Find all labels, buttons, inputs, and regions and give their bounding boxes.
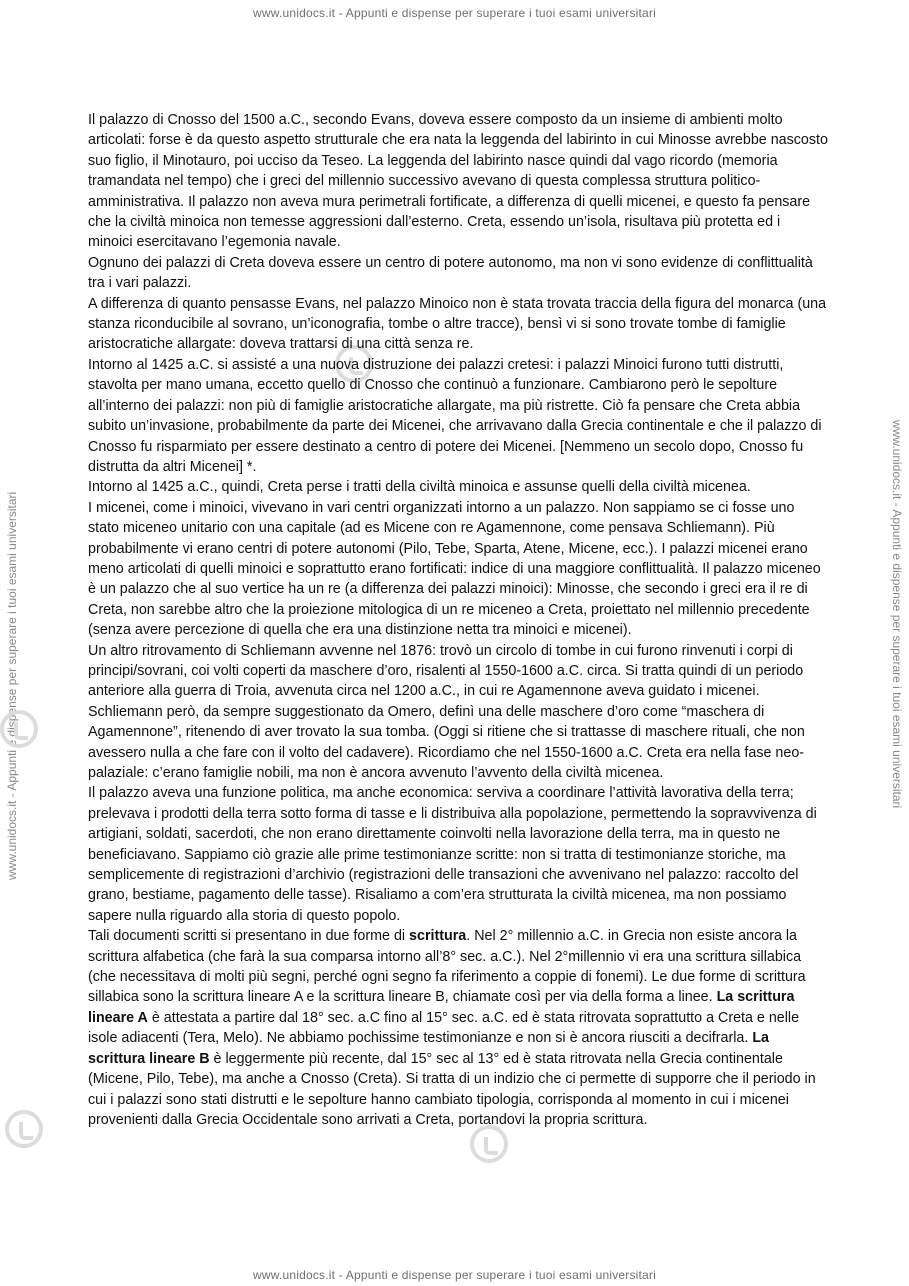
paragraph: Intorno al 1425 a.C., quindi, Creta perse i tratti della civiltà minoica e assunse quelli della civiltà micenea. — [88, 479, 751, 496]
watermark-logo-icon — [470, 1125, 508, 1163]
paragraph: A differenza di quanto pensasse Evans, nel palazzo Minoico non è stata trovata traccia della figura del monarca (una stanza riconducibile al sovrano, un’iconografia, tombe o altre tracce), bensì vi si sono trovate tombe di famiglie aristocratiche allargate: doveva trattarsi di una città senza re. — [88, 295, 827, 353]
paragraph: Il palazzo aveva una funzione politica, ma anche economica: serviva a coordinare l’attività lavorativa della terra; prelevava i prodotti della terra sotto forma di tasse e li distribuiva alla popolazione, permettendo la sopravvivenza di artigiani, soldati, sacerdoti, che non erano direttamente coinvolti nella lavorazione della terra, ma in questo ne beneficiavano. Sappiamo ciò grazie alle prime testimonianze scritte: non si tratta di testimonianze storiche, ma semplicemente di registrazioni d’archivio (registrazioni delle transazioni che avvenivano nel palazzo: raccolto del grano, bestiame, pagamento delle tasse). Risaliamo a com’era strutturata la civiltà micenea, ma non possiamo sapere nulla riguardo alla storia di questo popolo. — [88, 785, 817, 924]
bold-term: La scrittura lineare A — [88, 989, 795, 1026]
paragraph: Un altro ritrovamento di Schliemann avvenne nel 1876: trovò un circolo di tombe in cui furono rinvenuti i corpi di principi/sovrani, coi volti coperti da maschere d’oro, risalenti al 1550-1600 a.C. circa. Si tratta quindi di un periodo anteriore alla guerra di Troia, avvenuta circa nel 1200 a.C., in cui re Agamennone aveva guidato i micenei. Schliemann però, da sempre suggestionato da Omero, definì una delle maschere d’oro come “maschera di Agamennone”, ritenendo di aver trovato la sua tomba. (Oggi si ritiene che si trattasse di maschere rituali, che non avessero nulla a che fare con il volto del cadavere). Ricordiamo che nel 1550-1600 a.C. Creta era nella fase neo-palaziale: c’erano famiglie nobili, ma non è ancora avvenuto l’avvento della civiltà micenea. — [88, 642, 805, 781]
left-side-watermark: www.unidocs.it - Appunti e dispense per superare i tuoi esami universitari — [5, 491, 19, 880]
bold-term: La scrittura lineare B — [88, 1030, 770, 1067]
paragraph: Ognuno dei palazzi di Creta doveva essere un centro di potere autonomo, ma non vi sono evidenze di conflittualità tra i vari palazzi. — [88, 254, 813, 292]
header-watermark: www.unidocs.it - Appunti e dispense per superare i tuoi esami universitari — [253, 6, 656, 20]
right-side-watermark: www.unidocs.it - Appunti e dispense per superare i tuoi esami universitari — [890, 420, 904, 809]
paragraph — [88, 926, 828, 1130]
paragraph: I micenei, come i minoici, vivevano in vari centri organizzati intorno a un palazzo. Non sappiamo se ci fosse uno stato miceneo unitario con una capitale (ad es Micene con re Agamennone, come pensava Schliemann). Più probabilmente vi erano centri di potere autonomi (Pilo, Tebe, Sparta, Atene, Micene, ecc.). I palazzi micenei erano meno articolati di quelli minoici e soprattutto erano fortificati: indice di una maggiore conflittualità. Il palazzo miceneo è un palazzo che al suo vertice ha un re (a differenza dei palazzi minoici): Minosse, che secondo i greci era il re di Creta, non sarebbe altro che la proiezione mitologica di un re miceneo a Creta, proiettato nel millennio precedente (senza avere percezione di quella che era una distinzione netta tra minoici e micenei). — [88, 499, 821, 639]
text-span: è attestata a partire dal 18° sec. a.C fino al 15° sec. a.C. ed è stata ritrovata soprattutto a Creta e nelle isole adiacenti (Tera, Melo). Ne abbiamo pochissime testimonianze e non si è ancora riusciti a decifrarla. — [88, 1009, 800, 1047]
watermark-logo-icon — [5, 1110, 43, 1148]
paragraph: Il palazzo di Cnosso del 1500 a.C., secondo Evans, doveva essere composto da un insieme di ambienti molto articolati: forse è da questo aspetto strutturale che era nata la leggenda del labirinto in cui Minosse avrebbe nascosto suo figlio, il Minotauro, poi ucciso da Teseo. La leggenda del labirinto nasce quindi dal vago ricordo (memoria tramandata nel tempo) che i greci del millennio successivo avevano di questa complessa struttura politico-amministrativa. Il palazzo non aveva mura perimetrali fortificate, a differenza di quelli micenei, e questo fa pensare che la civiltà minoica non temesse aggressioni dall’esterno. Creta, essendo un’isola, risultava più protetta ed i minoici esercitavano l’egemonia navale. — [88, 112, 828, 251]
document-body — [88, 110, 828, 1130]
watermark-logo-icon — [0, 710, 38, 748]
text-span: . Nel 2° millennio a.C. in Grecia non esiste ancora la scrittura alfabetica (che farà la sua comparsa intorno all’8° sec. a.C.). Nel 2°millennio vi era una scrittura sillabica (che necessitava di molti più segni, perché ogni segno fa riferimento a coppie di fonemi). Le due forme di scrittura sillabica sono la scrittura lineare A e la scrittura lineare B, chiamate così per via della forma a linee. — [88, 928, 806, 1006]
text-span: Tali documenti scritti si presentano in due forme di — [88, 928, 410, 945]
text-span: è leggermente più recente, dal 15° sec al 13° ed è stata ritrovata nella Grecia continentale (Micene, Pilo, Tebe), ma anche a Cnosso (Creta). Si tratta di un indizio che ci permette di supporre che il periodo in cui i palazzi sono stati distrutti e le sepolture hanno cambiato tipologia, corrisponda al momento in cui i micenei provenienti dalla Grecia Occidentale sono arrivati a Creta, portandovi la propria scrittura. — [88, 1050, 816, 1128]
paragraph: Intorno al 1425 a.C. si assisté a una nuova distruzione dei palazzi cretesi: i palazzi Minoici furono tutti distrutti, stavolta per mano umana, eccetto quello di Cnosso che continuò a funzionare. Cambiarono però le sepolture all’interno dei palazzi: non più di famiglie aristocratiche allargate, ma più ristrette. Ciò fa pensare che Creta abbia subito un’invasione, probabilmente da parte dei Micenei, che arrivavano dalla Grecia continentale e che il palazzo di Cnosso fu risparmiato per essere destinato a centro di potere dei Micenei. [Nemmeno un secolo dopo, Cnosso fu distrutta da altri Micenei] *. — [88, 356, 822, 475]
bold-term: scrittura — [409, 928, 467, 945]
footer-watermark: www.unidocs.it - Appunti e dispense per superare i tuoi esami universitari — [253, 1268, 656, 1282]
